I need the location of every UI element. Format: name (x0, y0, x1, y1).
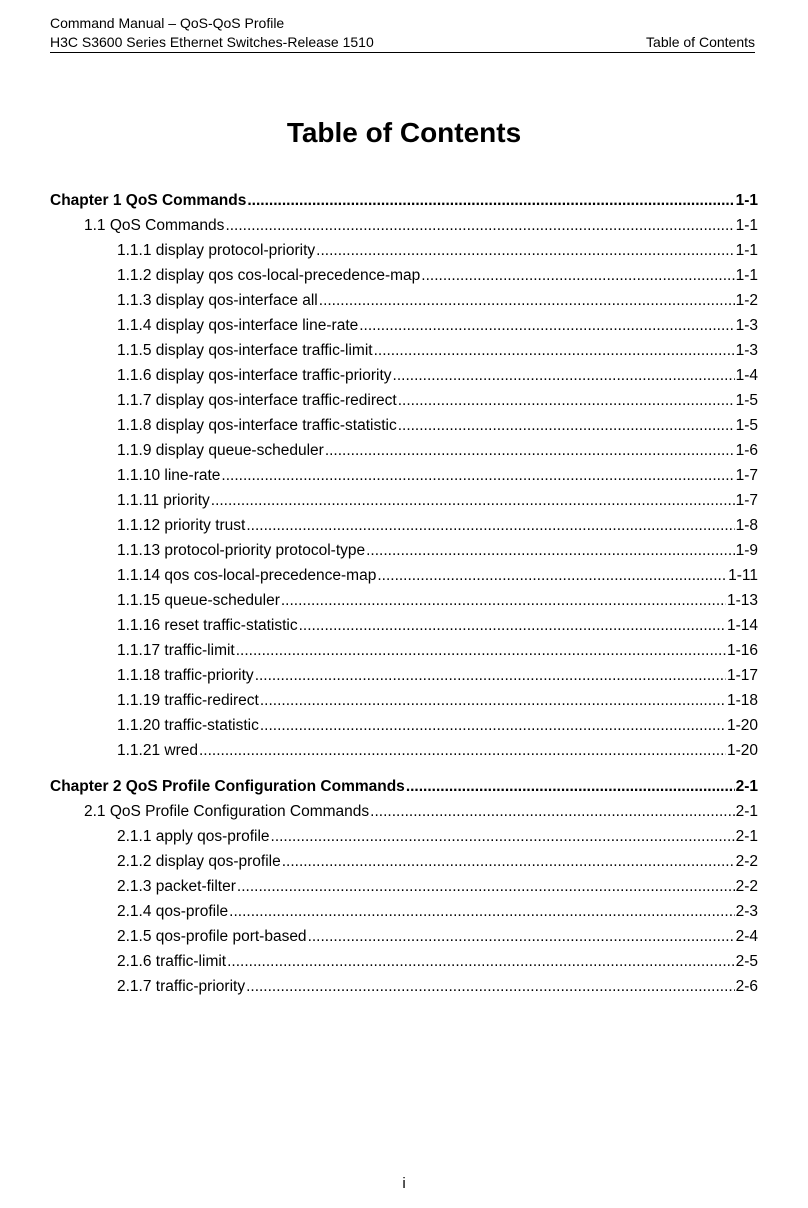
toc-dot-leader (271, 824, 735, 849)
page-title: Table of Contents (286, 117, 522, 148)
toc-subsection-entry[interactable] (50, 899, 758, 924)
toc-entry-title: 1.1.17 traffic-limit (117, 642, 235, 659)
toc-entry-title: 1.1.4 display qos-interface line-rate (117, 317, 359, 334)
toc-section-entry[interactable] (50, 799, 758, 824)
toc-subsection-entry[interactable] (50, 413, 758, 438)
toc-entry-page: 1-18 (726, 692, 758, 709)
toc-entry-page: 1-2 (735, 292, 758, 309)
toc-entry-title: 1.1.1 display protocol-priority (117, 242, 316, 259)
toc-dot-leader (406, 774, 735, 799)
toc-entry-title: 2.1.5 qos-profile port-based (117, 928, 307, 945)
toc-subsection-entry[interactable] (50, 338, 758, 363)
toc-subsection-entry[interactable] (50, 974, 758, 999)
toc-entry-title: 1.1 QoS Commands (84, 217, 225, 234)
page-number: i (402, 1175, 406, 1192)
toc-entry-page: 1-17 (726, 667, 758, 684)
toc-entry-title: 1.1.9 display queue-scheduler (117, 442, 324, 459)
header-row-top (50, 14, 755, 33)
toc-dot-leader (366, 538, 734, 563)
toc-entry-page: 2-2 (735, 878, 758, 895)
toc-entry-page: 1-1 (735, 217, 758, 234)
toc-entry-page: 2-1 (735, 778, 758, 795)
toc-entry-title: Chapter 1 QoS Commands (50, 192, 247, 209)
toc-subsection-entry[interactable] (50, 488, 758, 513)
toc-section-entry[interactable] (50, 213, 758, 238)
toc-subsection-entry[interactable] (50, 313, 758, 338)
toc-subsection-entry[interactable] (50, 663, 758, 688)
toc-chapter-entry[interactable] (50, 774, 758, 799)
toc-entry-title: 1.1.8 display qos-interface traffic-statistic (117, 417, 397, 434)
toc-dot-leader (281, 588, 726, 613)
toc-entry-page: 1-5 (735, 417, 758, 434)
toc-entry-title: 2.1.7 traffic-priority (117, 978, 246, 995)
toc-dot-leader (260, 688, 726, 713)
toc-dot-leader (393, 363, 735, 388)
toc-dot-leader (398, 413, 735, 438)
toc-subsection-entry[interactable] (50, 263, 758, 288)
toc-subsection-entry[interactable] (50, 949, 758, 974)
toc-subsection-entry[interactable] (50, 613, 758, 638)
toc-subsection-entry[interactable] (50, 538, 758, 563)
toc-entry-page: 2-4 (735, 928, 758, 945)
toc-entry-page: 1-20 (726, 717, 758, 734)
toc-entry-title: 2.1 QoS Profile Configuration Commands (84, 803, 370, 820)
header-row-bottom (50, 33, 755, 52)
toc-entry-page: 2-1 (735, 828, 758, 845)
toc-entry-title: 1.1.20 traffic-statistic (117, 717, 259, 734)
toc-entry-title: 2.1.6 traffic-limit (117, 953, 227, 970)
toc-entry-title: 1.1.13 protocol-priority protocol-type (117, 542, 366, 559)
toc-dot-leader (229, 899, 734, 924)
toc-entry-page: 2-3 (735, 903, 758, 920)
toc-entry-page: 1-1 (735, 192, 758, 209)
toc-entry-page: 2-5 (735, 953, 758, 970)
toc-entry-page: 1-1 (735, 267, 758, 284)
toc-subsection-entry[interactable] (50, 738, 758, 763)
toc-entry-page: 1-16 (726, 642, 758, 659)
toc-entry-page: 1-9 (735, 542, 758, 559)
toc-dot-leader (308, 924, 735, 949)
toc-dot-leader (316, 238, 734, 263)
toc-dot-leader (359, 313, 734, 338)
toc-dot-leader (225, 213, 734, 238)
toc-subsection-entry[interactable] (50, 463, 758, 488)
page-header (50, 14, 755, 52)
toc-entry-page: 1-6 (735, 442, 758, 459)
toc-entry-page: 1-7 (735, 467, 758, 484)
toc-subsection-entry[interactable] (50, 388, 758, 413)
toc-entry-title: 1.1.15 queue-scheduler (117, 592, 280, 609)
toc-chapter-entry[interactable] (50, 188, 758, 213)
toc-entry-title: 1.1.6 display qos-interface traffic-priority (117, 367, 392, 384)
toc-entry-title: 1.1.19 traffic-redirect (117, 692, 259, 709)
toc-dot-leader (247, 188, 734, 213)
toc-entry-page: 2-1 (735, 803, 758, 820)
toc-dot-leader (199, 738, 726, 763)
toc-subsection-entry[interactable] (50, 688, 758, 713)
toc-dot-leader (319, 288, 735, 313)
toc-entry-page: 1-8 (735, 517, 758, 534)
toc-dot-leader (398, 388, 735, 413)
toc-dot-leader (299, 613, 726, 638)
toc-dot-leader (282, 849, 735, 874)
toc-entry-title: 1.1.18 traffic-priority (117, 667, 254, 684)
header-divider (50, 52, 755, 53)
toc-dot-leader (325, 438, 735, 463)
toc-entry-page: 1-11 (728, 567, 758, 584)
toc-subsection-entry[interactable] (50, 824, 758, 849)
header-section: Table of Contents (646, 34, 755, 50)
toc-entry-title: 1.1.7 display qos-interface traffic-redirect (117, 392, 397, 409)
toc-entry-title: 1.1.10 line-rate (117, 467, 221, 484)
toc-dot-leader (255, 663, 726, 688)
toc-subsection-entry[interactable] (50, 588, 758, 613)
toc-entry-title: 1.1.16 reset traffic-statistic (117, 617, 298, 634)
toc-dot-leader (227, 949, 734, 974)
toc-entry-title: 2.1.4 qos-profile (117, 903, 229, 920)
toc-entry-title: 1.1.14 qos cos-local-precedence-map (117, 567, 377, 584)
toc-entry-title: 1.1.11 priority (117, 492, 210, 509)
toc-entry-title: 1.1.12 priority trust (117, 517, 246, 534)
toc-entry-page: 1-3 (735, 317, 758, 334)
toc-subsection-entry[interactable] (50, 238, 758, 263)
toc-entry-page: 1-5 (735, 392, 758, 409)
toc-subsection-entry[interactable] (50, 924, 758, 949)
toc-entry-title: 1.1.5 display qos-interface traffic-limit (117, 342, 373, 359)
toc-subsection-entry[interactable] (50, 849, 758, 874)
toc-dot-leader (236, 638, 726, 663)
toc-subsection-entry[interactable] (50, 363, 758, 388)
toc-entry-page: 1-3 (735, 342, 758, 359)
toc-dot-leader (237, 874, 735, 899)
toc-dot-leader (377, 563, 727, 588)
toc-entry-title: 2.1.1 apply qos-profile (117, 828, 270, 845)
toc-subsection-entry[interactable] (50, 288, 758, 313)
toc-dot-leader (221, 463, 734, 488)
toc-entry-page: 2-2 (735, 853, 758, 870)
toc-entry-title: 1.1.21 wred (117, 742, 198, 759)
toc-entry-title: Chapter 2 QoS Profile Configuration Commands (50, 778, 405, 795)
toc-dot-leader (374, 338, 735, 363)
toc-subsection-entry[interactable] (50, 513, 758, 538)
toc-entry-page: 1-13 (726, 592, 758, 609)
toc-entry-title: 2.1.2 display qos-profile (117, 853, 281, 870)
toc-dot-leader (246, 974, 735, 999)
product-name: H3C S3600 Series Ethernet Switches-Release 1510 (50, 34, 374, 50)
toc-subsection-entry[interactable] (50, 638, 758, 663)
toc-dot-leader (211, 488, 735, 513)
toc-entry-page: 1-14 (726, 617, 758, 634)
toc-entry-page: 1-1 (735, 242, 758, 259)
toc-entry-page: 1-20 (726, 742, 758, 759)
toc-subsection-entry[interactable] (50, 874, 758, 899)
toc-entry-title: 1.1.3 display qos-interface all (117, 292, 318, 309)
manual-title: Command Manual – QoS-QoS Profile (50, 15, 285, 31)
toc-subsection-entry[interactable] (50, 563, 758, 588)
toc-subsection-entry[interactable] (50, 438, 758, 463)
toc-entry-title: 1.1.2 display qos cos-local-precedence-map (117, 267, 421, 284)
table-of-contents (50, 188, 758, 999)
toc-subsection-entry[interactable] (50, 713, 758, 738)
toc-entry-page: 2-6 (735, 978, 758, 995)
toc-dot-leader (370, 799, 734, 824)
toc-dot-leader (246, 513, 734, 538)
toc-entry-title: 2.1.3 packet-filter (117, 878, 236, 895)
toc-entry-page: 1-7 (735, 492, 758, 509)
toc-dot-leader (260, 713, 726, 738)
toc-entry-page: 1-4 (735, 367, 758, 384)
toc-dot-leader (421, 263, 734, 288)
